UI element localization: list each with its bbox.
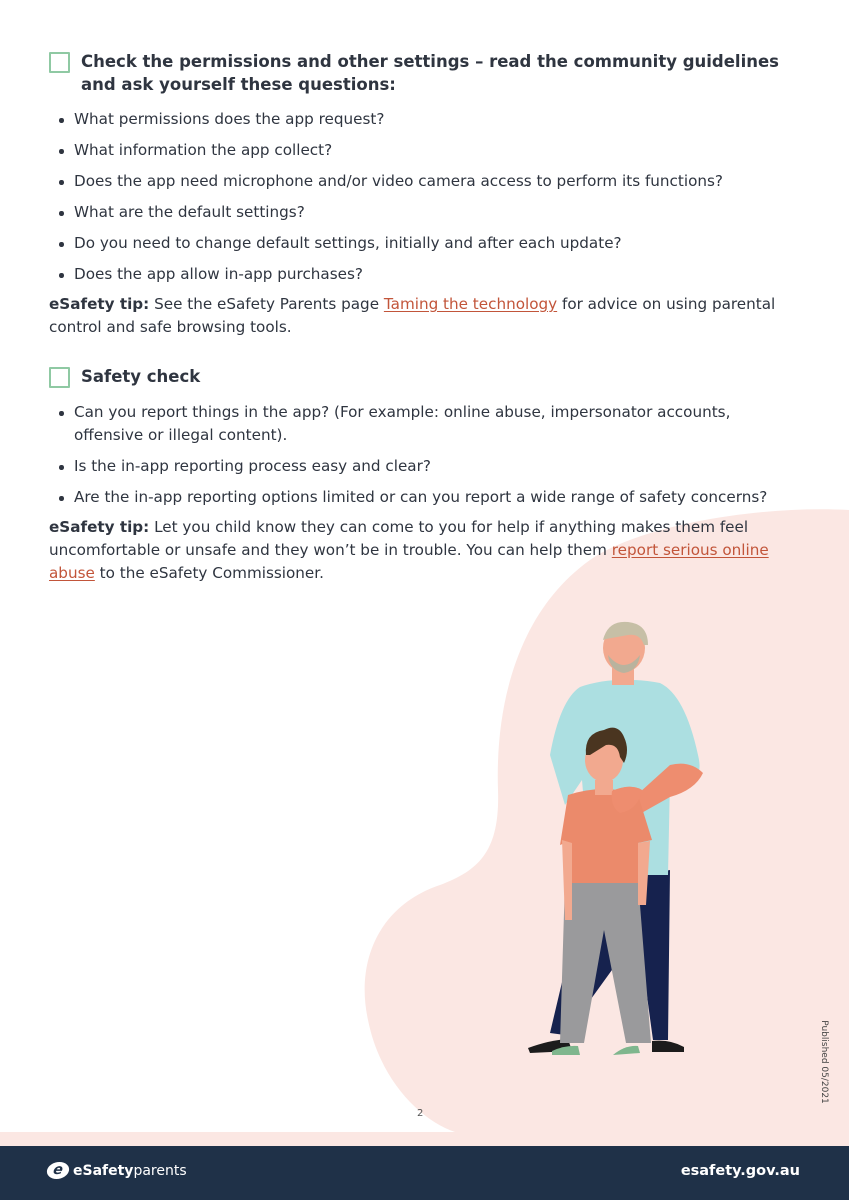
published-date: Published 05/2021 xyxy=(819,1020,829,1104)
list-item: What permissions does the app request? xyxy=(49,108,799,131)
brand-bold: eSafety xyxy=(73,1162,134,1179)
page-number: 2 xyxy=(417,1108,424,1119)
tip-text: Let you child know they can come to you for help if anything makes them feel uncomfortable or unsafe and they won’t be in trouble. You can help them xyxy=(49,518,749,559)
tip-label: eSafety tip: xyxy=(49,518,150,536)
section-heading-text: Check the permissions and other settings – read the community guidelines and ask yourself these questions: xyxy=(81,52,779,94)
report-abuse-link[interactable]: report serious online abuse xyxy=(49,541,769,582)
tip-text: to the eSafety Commissioner. xyxy=(94,564,324,582)
parent-child-illustration xyxy=(520,615,720,1065)
safety-question-list xyxy=(49,401,799,509)
list-item: Is the in-app reporting process easy and clear? xyxy=(49,455,799,478)
section-heading-text: Safety check xyxy=(81,367,201,386)
tip-label: eSafety tip: xyxy=(49,295,150,313)
section-safety-check-heading xyxy=(49,365,791,388)
footer-bar xyxy=(0,1146,849,1200)
list-item: What information the app collect? xyxy=(49,139,799,162)
brand-wordmark xyxy=(73,1163,187,1179)
list-item: Are the in-app reporting options limited or can you report a wide range of safety concerns? xyxy=(49,486,799,509)
esafety-logo-icon: e xyxy=(46,1162,71,1179)
permissions-question-list xyxy=(49,108,799,286)
tip-text: for advice on using parental control and safe browsing tools. xyxy=(49,295,776,336)
footer-band xyxy=(0,1132,849,1146)
website-link[interactable]: esafety.gov.au xyxy=(680,1163,800,1179)
esafety-tip-permissions xyxy=(49,293,799,339)
section-permissions-heading xyxy=(49,50,791,96)
taming-technology-link[interactable]: Taming the technology xyxy=(383,295,558,313)
list-item: Does the app need microphone and/or video camera access to perform its functions? xyxy=(49,170,799,193)
list-item: What are the default settings? xyxy=(49,201,799,224)
checklist-checkbox[interactable] xyxy=(49,52,70,73)
esafety-parents-logo[interactable] xyxy=(47,1162,187,1179)
esafety-tip-safety xyxy=(49,516,799,585)
list-item: Does the app allow in-app purchases? xyxy=(49,263,799,286)
checklist-checkbox[interactable] xyxy=(49,367,70,388)
tip-text: See the eSafety Parents page xyxy=(149,295,384,313)
list-item: Can you report things in the app? (For example: online abuse, impersonator accounts, offensive or illegal content). xyxy=(49,401,799,447)
list-item: Do you need to change default settings, initially and after each update? xyxy=(49,232,799,255)
brand-light: parents xyxy=(133,1162,187,1179)
